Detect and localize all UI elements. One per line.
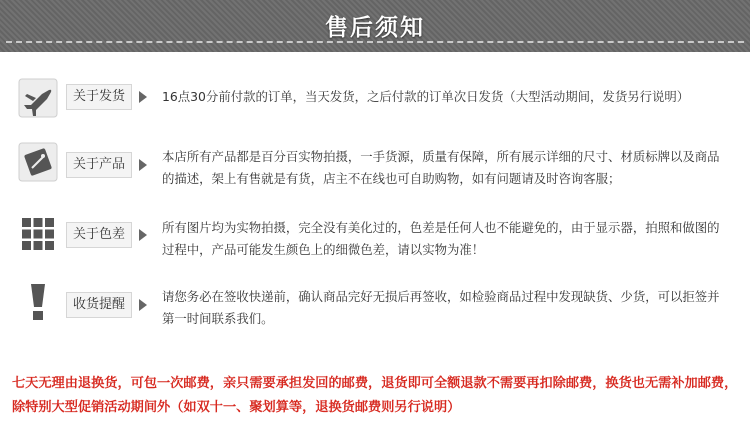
tag-shipping: 关于发货 bbox=[66, 84, 132, 110]
arrow-right-icon bbox=[138, 298, 148, 312]
tag-receipt: 收货提醒 bbox=[66, 292, 132, 318]
tag-color: 关于色差 bbox=[66, 222, 132, 248]
airplane-icon bbox=[18, 78, 58, 118]
tag-product: 关于产品 bbox=[66, 152, 132, 178]
arrow-right-icon bbox=[138, 228, 148, 242]
arrow-right-icon bbox=[138, 158, 148, 172]
color-grid-icon bbox=[18, 214, 58, 254]
section-receipt-text: 请您务必在签收快递前，确认商品完好无损后再签收，如检验商品过程中发现缺货、少货，可以拒签并第一时间联系我们。 bbox=[162, 289, 720, 326]
page-title: 售后须知 bbox=[325, 15, 425, 41]
arrow-right-icon bbox=[138, 90, 148, 104]
section-shipping-text: 16点30分前付款的订单，当天发货，之后付款的订单次日发货（大型活动期间，发货另行说明） bbox=[162, 89, 690, 104]
section-color-text: 所有图片均为实物拍摄，完全没有美化过的，色差是任何人也不能避免的，由于显示器，拍照和做图的过程中，产品可能发生颜色上的细微色差，请以实物为准！ bbox=[162, 220, 720, 257]
exclamation-icon bbox=[18, 282, 58, 322]
header-banner bbox=[0, 0, 750, 52]
tag-icon bbox=[18, 142, 58, 182]
section-product-text: 本店所有产品都是百分百实物拍摄，一手货源，质量有保障，所有展示详细的尺寸、材质标牌以及商品的描述，架上有售就是有货，店主不在线也可自助购物，如有问题请及时咨询客服； bbox=[162, 149, 720, 186]
return-policy-note: 七天无理由退换货，可包一次邮费，亲只需要承担发回的邮费，退货即可全额退款不需要再扣除邮费，换货也无需补加邮费，除特别大型促销活动期间外（如双十一、聚划算等，退换货邮费则另行说明） bbox=[12, 376, 738, 415]
